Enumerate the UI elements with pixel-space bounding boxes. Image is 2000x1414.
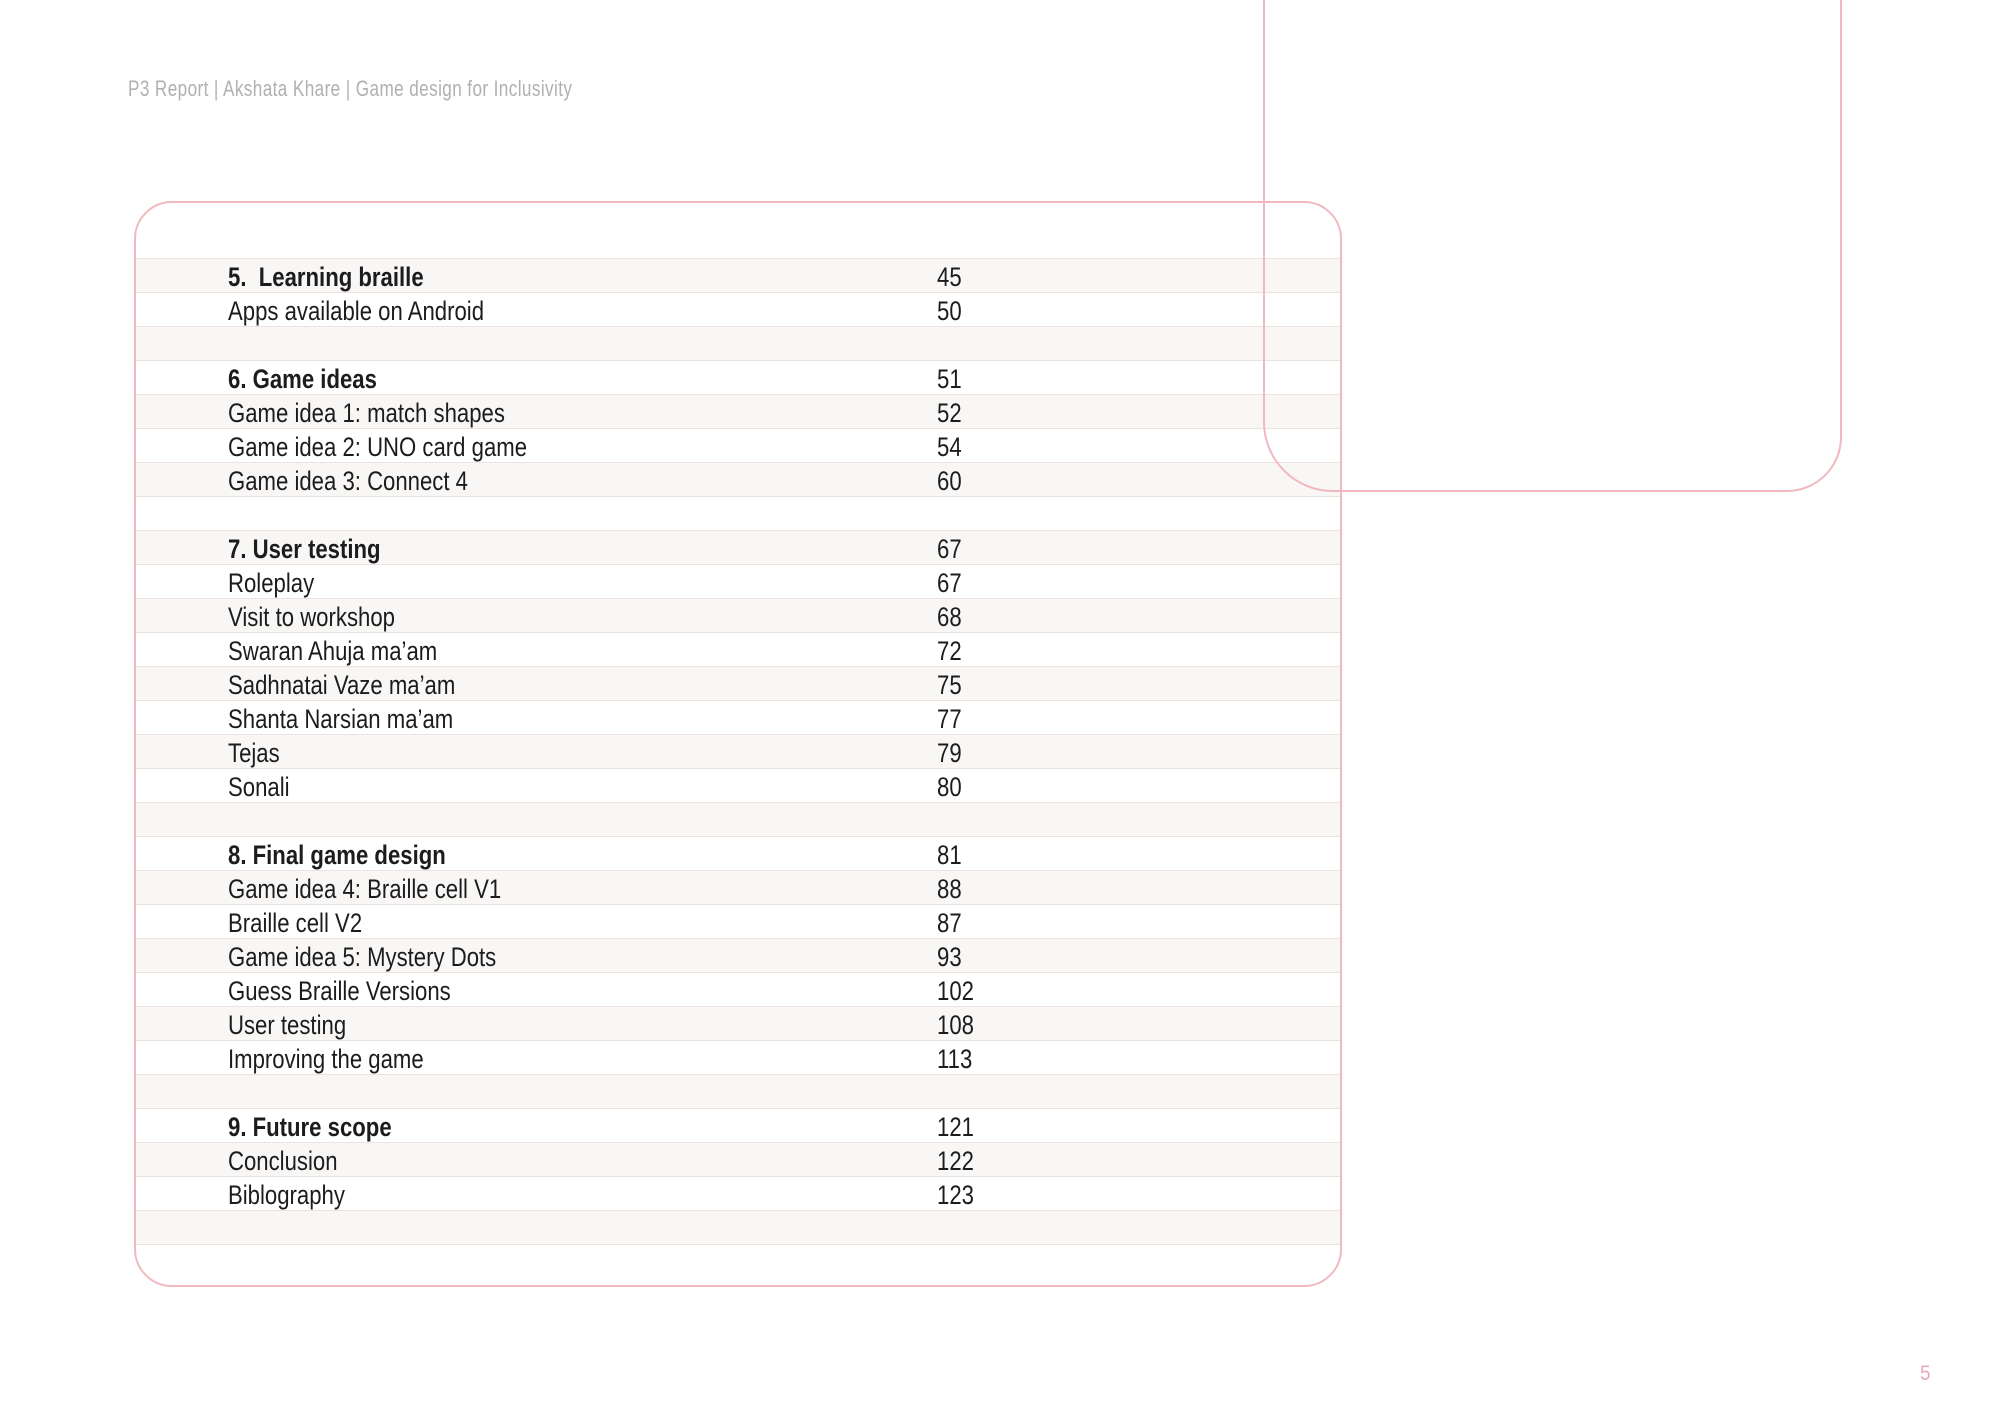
toc-row: [136, 633, 1340, 667]
toc-row: [136, 939, 1340, 973]
toc-entry-label: Apps available on Android: [228, 296, 485, 326]
toc-entry-label: Biblography: [228, 1180, 345, 1210]
toc-entry-page: 77: [937, 704, 962, 734]
toc-row: [136, 871, 1340, 905]
toc-row: [136, 1007, 1340, 1041]
toc-entry-label: Visit to workshop: [228, 602, 395, 632]
toc-entry-label: Game idea 5: Mystery Dots: [228, 942, 497, 972]
toc-entry-page: 79: [937, 738, 962, 768]
toc-entry-label: Game idea 1: match shapes: [228, 398, 505, 428]
toc-entry-label: Sonali: [228, 772, 290, 802]
toc-entry-label: Guess Braille Versions: [228, 976, 451, 1006]
toc-entry-label: Conclusion: [228, 1146, 338, 1176]
toc-entry-page: 52: [937, 398, 962, 428]
toc-entry-page: 50: [937, 296, 962, 326]
toc-rows: [136, 258, 1340, 1245]
toc-entry-label: 9. Future scope: [228, 1112, 392, 1142]
toc-row: [136, 803, 1340, 837]
toc-entry-page: 80: [937, 772, 962, 802]
toc-entry-page: 67: [937, 568, 962, 598]
toc-row: [136, 735, 1340, 769]
toc-entry-page: 54: [937, 432, 962, 462]
toc-entry-label: Tejas: [228, 738, 280, 768]
toc-entry-page: 102: [937, 976, 974, 1006]
toc-row: [136, 395, 1340, 429]
toc-entry-label: Game idea 4: Braille cell V1: [228, 874, 502, 904]
toc-entry-page: 68: [937, 602, 962, 632]
toc-row: [136, 599, 1340, 633]
toc-entry-label: 7. User testing: [228, 534, 381, 564]
toc-entry-label: 8. Final game design: [228, 840, 446, 870]
toc-entry-page: 93: [937, 942, 962, 972]
toc-entry-label: 6. Game ideas: [228, 364, 377, 394]
toc-entry-page: 87: [937, 908, 962, 938]
toc-entry-page: 88: [937, 874, 962, 904]
toc-entry-label: Sadhnatai Vaze ma’am: [228, 670, 456, 700]
toc-entry-page: 75: [937, 670, 962, 700]
report-header-text: P3 Report | Akshata Khare | Game design for Inclusivity: [128, 76, 573, 101]
toc-row: [136, 1143, 1340, 1177]
toc-row: [136, 667, 1340, 701]
toc-row: [136, 293, 1340, 327]
toc-row: [136, 1177, 1340, 1211]
toc-card: [134, 201, 1342, 1287]
toc-row: [136, 769, 1340, 803]
toc-row: [136, 1041, 1340, 1075]
toc-entry-label: Roleplay: [228, 568, 315, 598]
toc-entry-label: Shanta Narsian ma’am: [228, 704, 454, 734]
toc-entry-page: 113: [937, 1044, 973, 1074]
toc-row: [136, 497, 1340, 531]
toc-entry-page: 81: [937, 840, 962, 870]
toc-entry-page: 72: [937, 636, 962, 666]
toc-entry-page: 60: [937, 466, 962, 496]
toc-row: [136, 361, 1340, 395]
toc-row: [136, 701, 1340, 735]
toc-row: [136, 429, 1340, 463]
toc-row: [136, 973, 1340, 1007]
toc-entry-page: 51: [937, 364, 962, 394]
toc-entry-label: User testing: [228, 1010, 347, 1040]
toc-entry-label: Improving the game: [228, 1044, 424, 1074]
toc-entry-label: Swaran Ahuja ma’am: [228, 636, 438, 666]
toc-entry-page: 108: [937, 1010, 974, 1040]
toc-row: [136, 1075, 1340, 1109]
toc-row: [136, 327, 1340, 361]
toc-row: [136, 1211, 1340, 1245]
decorative-card: [1263, 0, 1842, 492]
toc-entry-label: Game idea 2: UNO card game: [228, 432, 528, 462]
toc-entry-page: 67: [937, 534, 962, 564]
toc-row: [136, 463, 1340, 497]
toc-entry-label: Braille cell V2: [228, 908, 363, 938]
toc-row: [136, 565, 1340, 599]
toc-entry-page: 123: [937, 1180, 974, 1210]
toc-row: [136, 531, 1340, 565]
toc-row: [136, 905, 1340, 939]
footer-page-number: 5: [1920, 1362, 1931, 1385]
toc-entry-label: 5. Learning braille: [228, 262, 424, 292]
toc-row: [136, 1109, 1340, 1143]
toc-entry-page: 45: [937, 262, 962, 292]
toc-row: [136, 258, 1340, 293]
toc-entry-page: 122: [937, 1146, 974, 1176]
toc-entry-label: Game idea 3: Connect 4: [228, 466, 469, 496]
toc-entry-page: 121: [937, 1112, 974, 1142]
toc-row: [136, 837, 1340, 871]
